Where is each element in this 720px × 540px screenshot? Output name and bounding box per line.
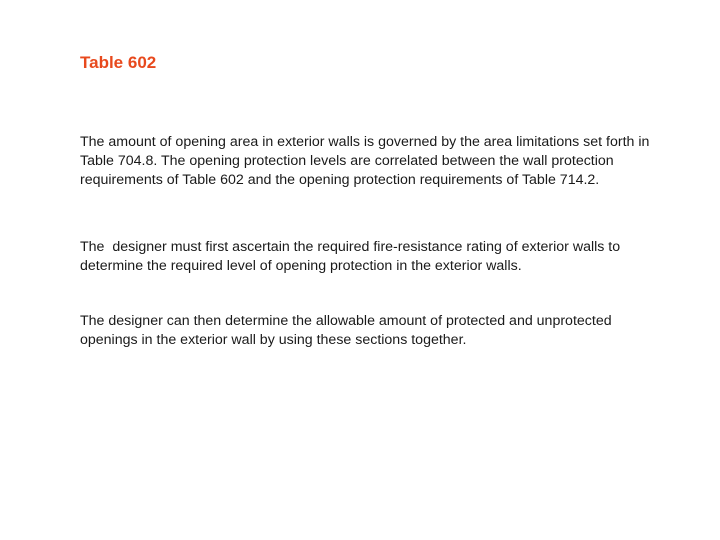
- slide-title: Table 602: [80, 53, 157, 72]
- paragraph-opening-area: The amount of opening area in exterior walls is governed by the area limitations set forth in Table 704.8. The opening protection levels are correlated between the wall protection requirements of Table 602 and the opening protection requirements of Table 714.2.: [80, 134, 654, 188]
- paragraph-allowable-openings: The designer can then determine the allowable amount of protected and unprotected openings in the exterior wall by using these sections together.: [80, 313, 616, 348]
- paragraph-fire-resistance: The designer must first ascertain the required fire-resistance rating of exterior walls to determine the required level of opening protection in the exterior walls.: [80, 239, 625, 274]
